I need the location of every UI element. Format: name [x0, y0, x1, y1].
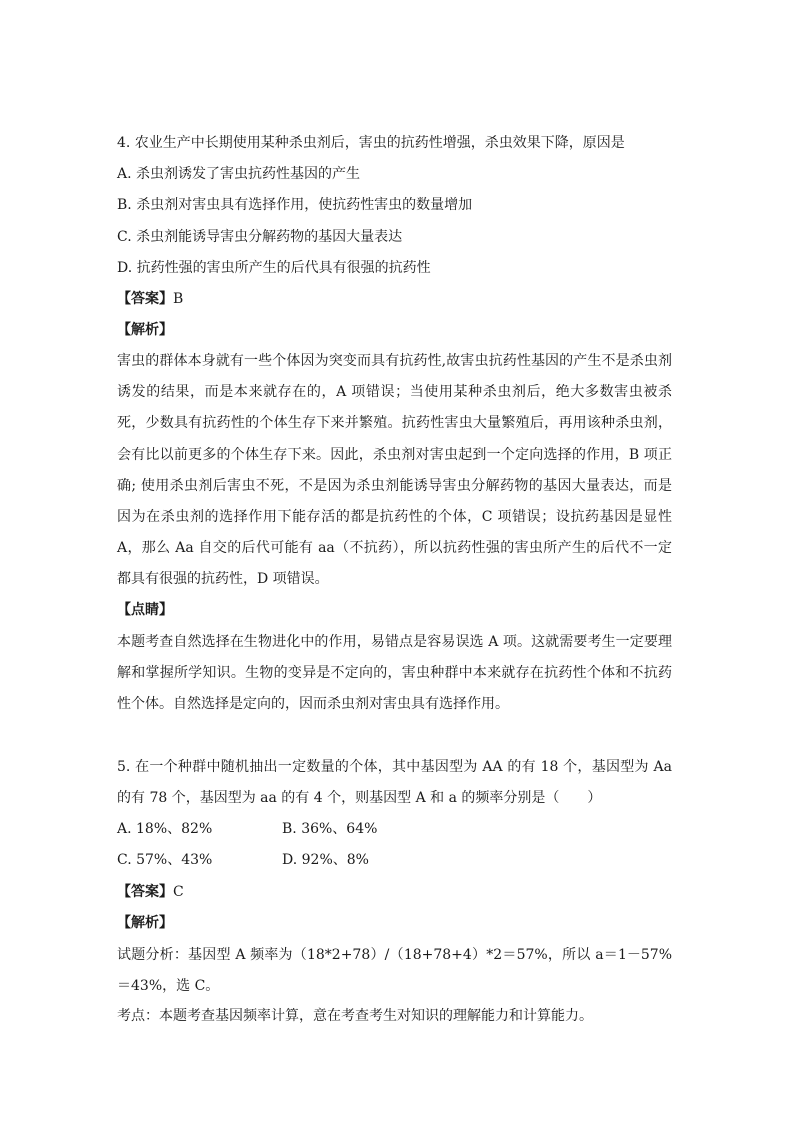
q5-option-a: A. 18%、82% — [117, 821, 213, 837]
q4-stem: 4. 农业生产中长期使用某种杀虫剂后，害虫的抗药性增强，杀虫效果下降，原因是 — [117, 135, 625, 151]
q4-analysis-text: 害虫的群体本身就有一些个体因为突变而具有抗药性,故害虫抗药性基因的产生不是杀虫剂诱发的结果，而是本来就存在的，A 项错误；当使用某种杀虫剂后，绝大多数害虫被杀死，少数具有抗药性的个体生存下来并繁殖。抗药性害虫大量繁殖后，再用该种杀虫剂，会有比以前更多的个体生存下来。因此，杀虫剂对害虫起到一个定向选择的作用，B 项正确; 使用杀虫剂后害虫不死，不是因为杀虫剂能诱导害虫分解药物的基因大量表达，而是因为在杀虫剂的选择作用下能存活的都是抗药性的个体，C 项错误；设抗药基因是显性 A，那么 Aa 自交的后代可能有 aa（不抗药），所以抗药性强的害虫所产生的后代不一定都具有很强的抗药性，D 项错误。 — [117, 353, 672, 588]
q5-answer — [117, 882, 184, 902]
q4-option-c: C. 杀虫剂能诱导害虫分解药物的基因大量表达 — [117, 229, 403, 245]
q5-options-row-2 — [117, 850, 369, 870]
q4-answer — [117, 289, 183, 309]
q5-answer-tag: 【答案】 — [117, 884, 173, 900]
q4-comment-tag: 【点睛】 — [117, 602, 173, 618]
q5-stem: 5. 在一个种群中随机抽出一定数量的个体，其中基因型为 AA 的有 18 个，基因型为 Aa 的有 78 个，基因型为 aa 的有 4 个，则基因型 A 和 a 的频率分别是（ ） — [117, 759, 672, 807]
q4-option-b: B. 杀虫剂对害虫具有选择作用，使抗药性害虫的数量增加 — [117, 197, 473, 213]
q4-analysis-tag: 【解析】 — [117, 322, 173, 338]
q5-analysis-text: 试题分析：基因型 A 频率为（18*2+78）/（18+78+4）*2＝57%，所以 a＝1－57%＝43%，选 C。 — [117, 947, 672, 995]
q5-option-b: B. 36%、64% — [282, 821, 378, 837]
q4-answer-tag: 【答案】 — [117, 291, 173, 307]
q5-point-text: 考点：本题考查基因频率计算，意在考查考生对知识的理解能力和计算能力。 — [117, 1008, 593, 1024]
q5-answer-value: C — [173, 884, 184, 900]
q4-comment-text: 本题考查自然选择在生物进化中的作用，易错点是容易误选 A 项。这就需要考生一定要理解和掌握所学知识。生物的变异是不定向的，害虫种群中本来就存在抗药性个体和不抗药性个体。自然选择是定向的，因而杀虫剂对害虫具有选择作用。 — [117, 634, 672, 713]
q5-options-row-1 — [117, 819, 378, 839]
q5-analysis-tag: 【解析】 — [117, 915, 173, 931]
q4-answer-value: B — [173, 291, 184, 307]
q4-option-a: A. 杀虫剂诱发了害虫抗药性基因的产生 — [117, 166, 361, 182]
q4-option-d: D. 抗药性强的害虫所产生的后代具有很强的抗药性 — [117, 260, 431, 276]
q5-option-c: C. 57%、43% — [117, 852, 213, 868]
q5-option-d: D. 92%、8% — [282, 852, 369, 868]
